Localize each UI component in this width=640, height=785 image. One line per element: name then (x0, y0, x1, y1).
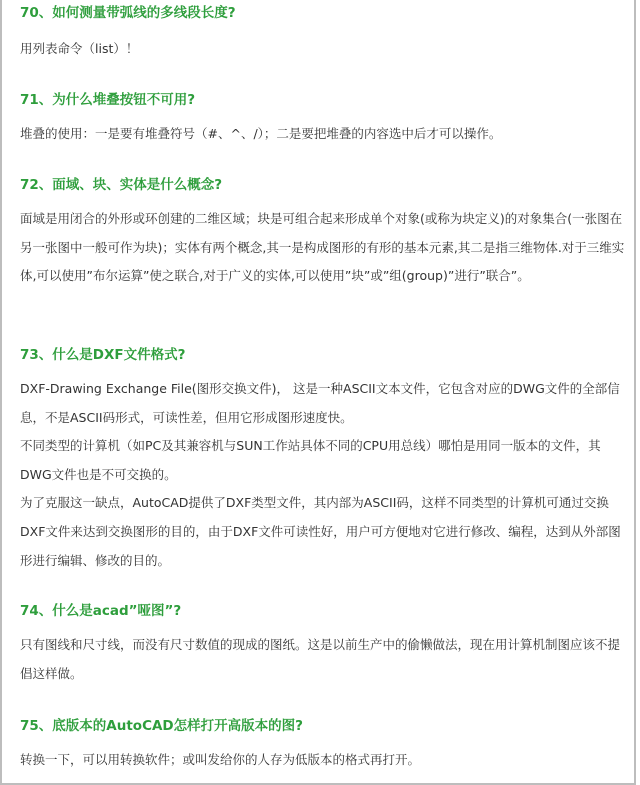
faq-item-73 (20, 345, 626, 575)
faq-item-70 (20, 3, 626, 64)
faq-item-74 (20, 601, 626, 688)
answer-paragraph: 只有图线和尺寸线，而没有尺寸数值的现成的图纸。这是以前生产中的偷懒做法，现在用计算机制图应该不提倡这样做。 (20, 637, 621, 681)
answer-paragraph: 面域是用闭合的外形或环创建的二维区域；块是可组合起来形成单个对象(或称为块定义)的对象集合(一张图在另一张图中一般可作为块)；实体有两个概念,其一是构成图形的有形的基本元素,其二是指三维物体.对于三维实体,可以使用”布尔运算”使之联合,对于广义的实体,可以使用”块”或”组(group)”进行”联合”。 (20, 211, 625, 284)
faq-item-71 (20, 90, 626, 149)
question-heading: 73、什么是DXF文件格式? (20, 347, 186, 363)
answer-paragraph: 堆叠的使用：一是要有堆叠符号（#、^、/）；二是要把堆叠的内容选中后才可以操作。 (20, 126, 502, 141)
faq-item-72 (20, 175, 626, 291)
question-heading: 72、面域、块、实体是什么概念? (20, 177, 223, 193)
answer-paragraph: 为了克服这一缺点，AutoCAD提供了DXF类型文件，其内部为ASCII码，这样不同类型的计算机可通过交换DXF文件来达到交换图形的目的，由于DXF文件可读性好，用户可方便地对它进行修改、编程，达到从外部图形进行编辑、修改的目的。 (20, 495, 621, 568)
answer-paragraph: 转换一下，可以用转换软件；或叫发给你的人存为低版本的格式再打开。 (20, 752, 421, 767)
faq-item-75 (20, 716, 626, 775)
question-heading: 71、为什么堆叠按钮不可用? (20, 92, 196, 108)
question-heading: 75、底版本的AutoCAD怎样打开高版本的图? (20, 718, 303, 734)
answer-paragraph: DXF-Drawing Exchange File(图形交换文件)， 这是一种ASCII文本文件，它包含对应的DWG文件的全部信息，不是ASCII码形式，可读性差，但用它形成图形速度快。 (20, 381, 620, 425)
question-heading: 70、如何测量带弧线的多线段长度? (20, 5, 236, 21)
question-heading: 74、什么是acad”哑图”? (20, 603, 182, 619)
answer-paragraph: 用列表命令（list）！ (20, 41, 139, 56)
answer-paragraph: 不同类型的计算机（如PC及其兼容机与SUN工作站具体不同的CPU用总线）哪怕是用同一版本的文件，其DWG文件也是不可交换的。 (20, 438, 601, 482)
